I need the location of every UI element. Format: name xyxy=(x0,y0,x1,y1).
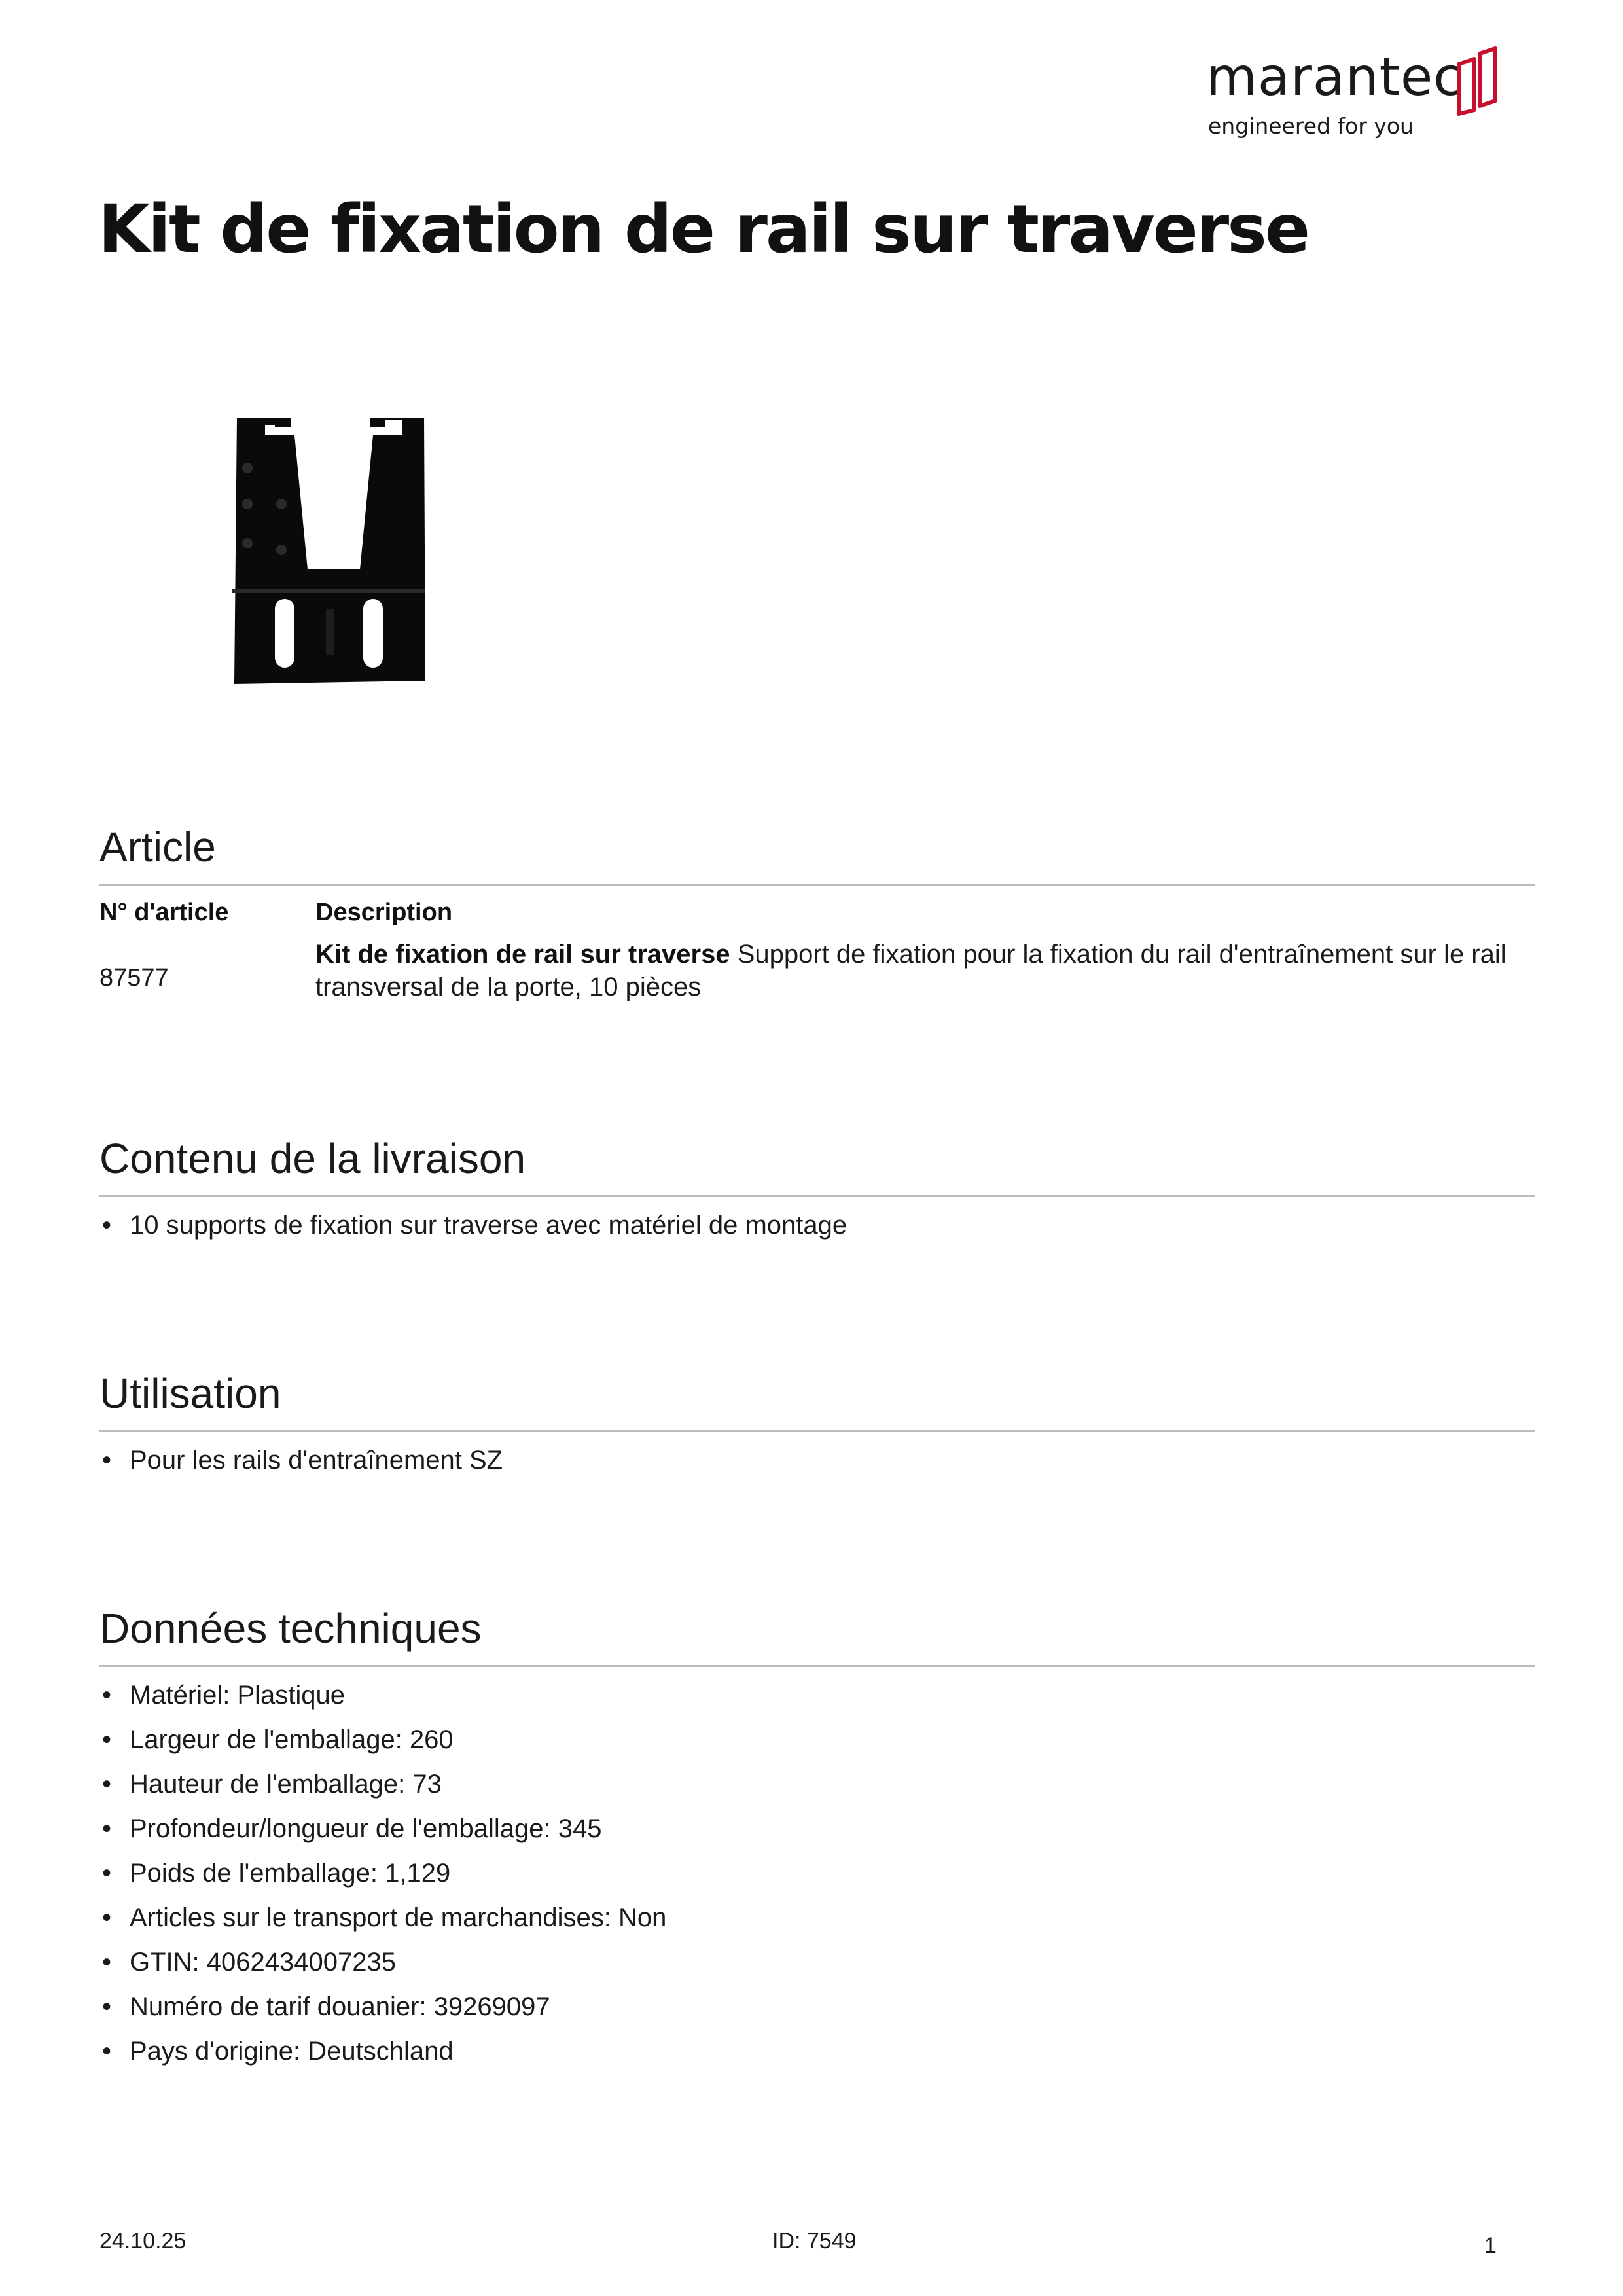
list-item-text: Poids de l'emballage: 1,129 xyxy=(130,1859,451,1888)
bullet-icon: • xyxy=(102,1814,112,1843)
page-number: 1 xyxy=(1484,2233,1497,2258)
section-heading-technical: Données techniques xyxy=(99,1605,482,1652)
list-item-text: Articles sur le transport de marchandises: Non xyxy=(130,1903,667,1932)
section-heading-usage: Utilisation xyxy=(99,1370,281,1417)
list-item xyxy=(99,1680,1535,1725)
list-item-text: Hauteur de l'emballage: 73 xyxy=(130,1770,442,1799)
section-divider xyxy=(99,884,1535,886)
usage-section xyxy=(99,1372,1535,1490)
delivery-list xyxy=(99,1210,1535,1255)
list-item xyxy=(99,1445,1535,1490)
article-section xyxy=(99,823,1535,1001)
article-description-name: Kit de fixation de rail sur traverse xyxy=(315,940,730,969)
bullet-icon: • xyxy=(102,1725,112,1754)
technical-list xyxy=(99,1680,1535,2081)
section-divider xyxy=(99,1665,1535,1667)
bullet-icon: • xyxy=(102,1948,112,1977)
brand-tagline: engineered for you xyxy=(1208,113,1414,139)
brand-name: marantec xyxy=(1206,46,1463,107)
delivery-section xyxy=(99,1135,1535,1255)
brand-logo xyxy=(1206,45,1507,149)
list-item-text: Numéro de tarif douanier: 39269097 xyxy=(130,1992,550,2021)
list-item xyxy=(99,1725,1535,1769)
article-number: 87577 xyxy=(99,964,169,992)
bullet-icon: • xyxy=(102,1211,112,1240)
list-item xyxy=(99,1992,1535,2036)
column-header-description: Description xyxy=(315,899,453,926)
list-item xyxy=(99,1858,1535,1903)
marantec-mark-icon xyxy=(1455,45,1507,117)
list-item-text: Pour les rails d'entraînement SZ xyxy=(130,1446,503,1475)
list-item-text: GTIN: 4062434007235 xyxy=(130,1948,396,1977)
usage-list xyxy=(99,1445,1535,1490)
bullet-icon: • xyxy=(102,1446,112,1475)
footer-id: ID: 7549 xyxy=(772,2229,857,2253)
list-item xyxy=(99,1814,1535,1858)
page-title: Kit de fixation de rail sur traverse xyxy=(98,190,1309,268)
technical-section xyxy=(99,1607,1535,2081)
list-item xyxy=(99,1903,1535,1947)
list-item xyxy=(99,1947,1535,1992)
footer-date: 24.10.25 xyxy=(99,2229,187,2253)
bullet-icon: • xyxy=(102,1903,112,1932)
list-item-text: Pays d'origine: Deutschland xyxy=(130,2037,454,2066)
list-item-text: Profondeur/longueur de l'emballage: 345 xyxy=(130,1814,602,1843)
section-heading-article: Article xyxy=(99,823,216,870)
section-divider xyxy=(99,1430,1535,1432)
list-item xyxy=(99,2036,1535,2081)
bullet-icon: • xyxy=(102,1770,112,1799)
bullet-icon: • xyxy=(102,1681,112,1710)
list-item-text: 10 supports de fixation sur traverse avec matériel de montage xyxy=(130,1211,847,1240)
column-header-number: N° d'article xyxy=(99,899,229,926)
bullet-icon: • xyxy=(102,1859,112,1888)
list-item-text: Matériel: Plastique xyxy=(130,1681,346,1710)
bullet-icon: • xyxy=(102,1992,112,2021)
mounting-bracket-image xyxy=(229,412,429,687)
bullet-icon: • xyxy=(102,2037,112,2066)
section-divider xyxy=(99,1195,1535,1197)
section-heading-delivery: Contenu de la livraison xyxy=(99,1135,526,1182)
article-description xyxy=(315,938,1533,1003)
list-item xyxy=(99,1769,1535,1814)
article-table xyxy=(99,899,1535,1001)
list-item-text: Largeur de l'emballage: 260 xyxy=(130,1725,454,1754)
article-description-text: Support de fixation pour la fixation du rail d'entraînement sur le rail transversal de la porte, 10 pièces xyxy=(315,940,1507,1001)
list-item xyxy=(99,1210,1535,1255)
